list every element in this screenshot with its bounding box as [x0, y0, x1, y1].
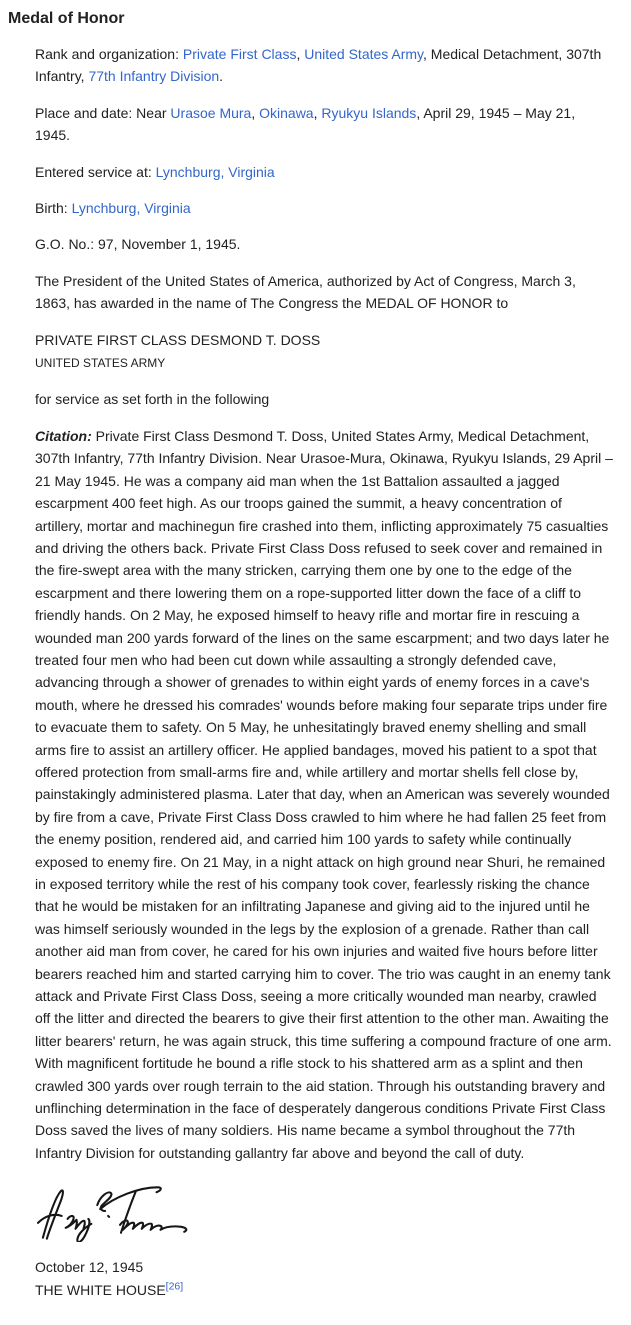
paragraph-date-and-place: October 12, 1945 THE WHITE HOUSE[26]: [35, 1259, 184, 1298]
reference-link[interactable]: [26]: [165, 1280, 184, 1293]
wiki-link[interactable]: Okinawa: [259, 104, 314, 121]
medal-of-honor-blockquote: [35, 43, 613, 1301]
paragraph-birth: Birth: Lynchburg, Virginia: [35, 200, 191, 217]
recipient-service-branch: UNITED STATES ARMY: [35, 356, 166, 371]
paragraph-recipient-name: PRIVATE FIRST CLASS DESMOND T. DOSS UNITED STATES ARMY: [35, 331, 321, 371]
paragraph-entered-service: Entered service at: Lynchburg, Virginia: [35, 163, 275, 180]
paragraph-general-order: G.O. No.: 97, November 1, 1945.: [35, 236, 241, 253]
truman-signature-icon: [35, 1182, 203, 1242]
paragraph-president-statement: The President of the United States of America, authorized by Act of Congress, March 3, 1863, has awarded in the name of The Congress the MEDAL OF HONOR to: [35, 272, 576, 312]
citation-label: Citation:: [35, 427, 92, 444]
section-heading: Medal of Honor: [8, 10, 125, 27]
paragraph-place-and-date: Place and date: Near Urasoe Mura, Okinawa, Ryukyu Islands, April 29, 1945 – May 21, 1945.: [35, 104, 576, 144]
paragraph-rank-and-organization: Rank and organization: Private First Class, United States Army, Medical Detachment, 307th Infantry, 77th Infantry Division.: [35, 46, 602, 85]
wiki-link[interactable]: Ryukyu Islands: [321, 104, 417, 121]
wiki-link[interactable]: Lynchburg, Virginia: [155, 163, 275, 180]
truman-signature: [35, 1182, 613, 1242]
wiki-link[interactable]: 77th Infantry Division: [88, 68, 220, 85]
wiki-link[interactable]: Private First Class: [182, 46, 297, 62]
wiki-link[interactable]: Lynchburg, Virginia: [71, 200, 191, 217]
wiki-link[interactable]: Urasoe Mura: [170, 104, 252, 121]
reference-superscript: [166, 1280, 184, 1292]
paragraph-service-lead-in: for service as set forth in the following: [35, 391, 270, 408]
wiki-link[interactable]: United States Army: [304, 46, 424, 62]
paragraph-citation: Citation: Private First Class Desmond T. Doss, United States Army, Medical Detachment, 307th Infantry, 77th Infantry Division. Near Urasoe-Mura, Okinawa, Ryukyu Islands, 29 April – 21 May 1945. He was a company aid man when the 1st Battalion assaulted a jagged escarpment 400 feet high. As our troops gained the summit, a heavy concentration of artillery, mortar and machinegun fire crashed into them, inflicting approximately 75 casualties and driving the others back. Private First Class Doss refused to seek cover and remained in the fire-swept area with the many stricken, carrying them one by one to the edge of the escarpment and there lowering them on a rope-supported litter down the face of a cliff to friendly hands. On 2 May, he exposed himself to heavy rifle and mortar fire in rescuing a wounded man 200 yards forward of the lines on the same escarpment; and two days later he treated four men who had been cut down while assaulting a strongly defended cave, advancing through a shower of grenades to within eight yards of enemy forces in a cave's mouth, where he dressed his comrades' wounds before making four separate trips under fire to evacuate them to safety. On 5 May, he unhesitatingly braved enemy shelling and small arms fire to assist an artillery officer. He applied bandages, moved his patient to a spot that offered protection from small-arms fire and, while artillery and mortar shells fell close by, painstakingly administered plasma. Later that day, when an American was severely wounded by fire from a cave, Private First Class Doss crawled to him where he had fallen 25 feet from the enemy position, rendered aid, and carried him 100 yards to safety while continually exposed to enemy fire. On 21 May, in a night attack on high ground near Shuri, he remained in exposed territory while the rest of his company took cover, fearlessly risking the chance that he would be mistaken for an infiltrating Japanese and giving aid to the injured until he was himself seriously wounded in the legs by the explosion of a grenade. Rather than call another aid man from cover, he cared for his own injuries and waited five hours before litter bearers reached him and started carrying him to cover. The trio was caught in an enemy tank attack and Private First Class Doss, seeing a more critically wounded man nearby, crawled off the litter and directed the bearers to give their first attention to the other man. Awaiting the litter bearers' return, he was again struck, this time suffering a compound fracture of one arm. With magnificent fortitude he bound a rifle stock to his shattered arm as a splint and then crawled 300 yards over rough terrain to the aid station. Through his outstanding bravery and unflinching determination in the face of desperately dangerous conditions Private First Class Doss saved the lives of many soldiers. His name became a symbol throughout the 77th Infantry Division for outstanding gallantry far above and beyond the call of duty.: [35, 427, 613, 1161]
